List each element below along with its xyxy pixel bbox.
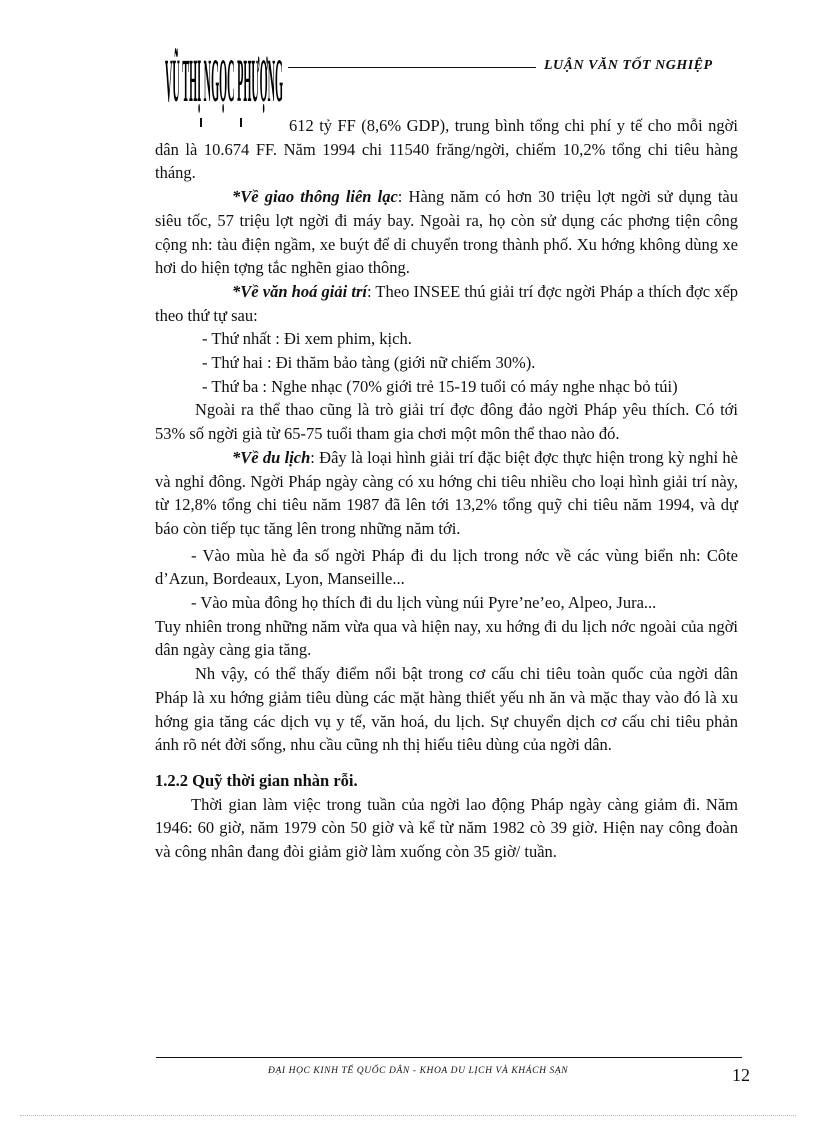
paragraph: Nh vậy, có thể thấy điểm nổi bật trong cơ cấu chi tiêu toàn quốc của ngời dân Pháp là xu hớng giảm tiêu dùng các mặt hàng thiết yếu nh ăn và mặc thay vào đó là xu hớng gia tăng các dịch vụ y tế, văn hoá, du lịch. Sự chuyển dịch cơ cấu chi tiêu phản ánh rõ nét đời sống, nhu cầu cũng nh thị hiếu tiêu dùng của ngời dân. — [155, 664, 738, 755]
author-logo — [163, 40, 285, 116]
list-item-text: - Thứ ba : Nghe nhạc (70% giới trẻ 15-19 tuổi có máy nghe nhạc bỏ túi) — [202, 376, 678, 396]
paragraph-transport — [155, 185, 738, 280]
paragraph-culture — [155, 280, 738, 327]
paragraph-text: : Đây là loại hình giải trí đặc biệt đợc thực hiện trong kỳ nghỉ hè và nghỉ đông. Ngời Pháp ngày càng có xu hớng chi tiêu nhiều cho loại hình giải trí này, từ 12,8% tổng chi tiêu năm 1987 đã lên tới 13,2% tổng quỹ chi tiêu năm 1994, và dự báo còn tiếp tục tăng lên trong những năm tới. — [155, 447, 738, 538]
list-item: - Thứ nhất : Đi xem phim, kịch. — [202, 329, 412, 349]
page-number: 12 — [732, 1065, 750, 1085]
document-body — [155, 114, 738, 864]
list-item — [155, 375, 738, 399]
paragraph: - Vào mùa hè đa số ngời Pháp đi du lịch trong nớc về các vùng biển nh: Côte d’Azun, Bordeaux, Lyon, Manseille... — [155, 545, 738, 589]
paragraph: Ngoài ra thể thao cũng là trò giải trí đợc đông đảo ngời Pháp yêu thích. Có tới 53% số ngời già từ 65-75 tuổi tham gia chơi một môn thể thao nào đó. — [155, 400, 738, 444]
paragraph: - Vào mùa đông họ thích đi du lịch vùng núi Pyre’ne’eo, Alpeo, Jura... — [191, 593, 657, 613]
section-heading: 1.2.2 Quỹ thời gian nhàn rỗi. — [155, 770, 358, 790]
list-item: - Thứ hai : Đi thăm bảo tàng (giới nữ chiếm 30%). — [202, 353, 536, 373]
paragraph-text: : Hàng năm có hơn 30 triệu lợt ngời sử dụng tàu siêu tốc, 57 triệu lợt ngời đi máy bay. Ngoài ra, họ còn sử dụng các phơng tiện công cộng nh: tàu điện ngầm, xe buýt để di chuyển trong thành phố. Xu hớng không dùng xe hơi do hiện tợng tắc nghẽn giao thông. — [155, 187, 738, 278]
footer-rule — [156, 1057, 742, 1058]
footer-text: ĐẠI HỌC KINH TẾ QUỐC DÂN - KHOA DU LỊCH VÀ KHÁCH SẠN — [268, 1066, 569, 1076]
paragraph-label: *Về du lịch — [232, 447, 311, 467]
paragraph-tourism — [155, 446, 738, 541]
paragraph-label: *Về giao thông liên lạc — [232, 187, 398, 207]
logo-text: VŨ THỊ NGỌC PHƯỢNG — [165, 47, 283, 116]
paragraph: Thời gian làm việc trong tuần của ngời lao động Pháp ngày càng giảm đi. Năm 1946: 60 giờ, năm 1979 còn 50 giờ và kể từ năm 1982 cò 39 giờ. Hiện nay công đoàn và công nhân đang đòi giảm giờ làm xuống còn 35 giờ/ tuần. — [155, 794, 738, 862]
page-edge-dots — [20, 1115, 796, 1117]
paragraph-text: : Theo INSEE thú giải trí đợc ngời Pháp a thích đợc xếp theo thứ tự sau: — [155, 281, 739, 325]
paragraph-label: *Về văn hoá giải trí — [232, 281, 367, 301]
header-rule — [288, 67, 536, 68]
header-title: LUẬN VĂN TỐT NGHIỆP — [544, 58, 713, 73]
paragraph: Tuy nhiên trong những năm vừa qua và hiện nay, xu hớng đi du lịch nớc ngoài của ngời dân ngày càng gia tăng. — [155, 616, 738, 660]
paragraph: 612 tỷ FF (8,6% GDP), trung bình tổng chi phí y tế cho mỗi ngời dân là 10.674 FF. Năm 1994 chi 11540 frăng/ngời, chiếm 10,2% tổng chi tiêu hàng tháng. — [155, 116, 738, 183]
